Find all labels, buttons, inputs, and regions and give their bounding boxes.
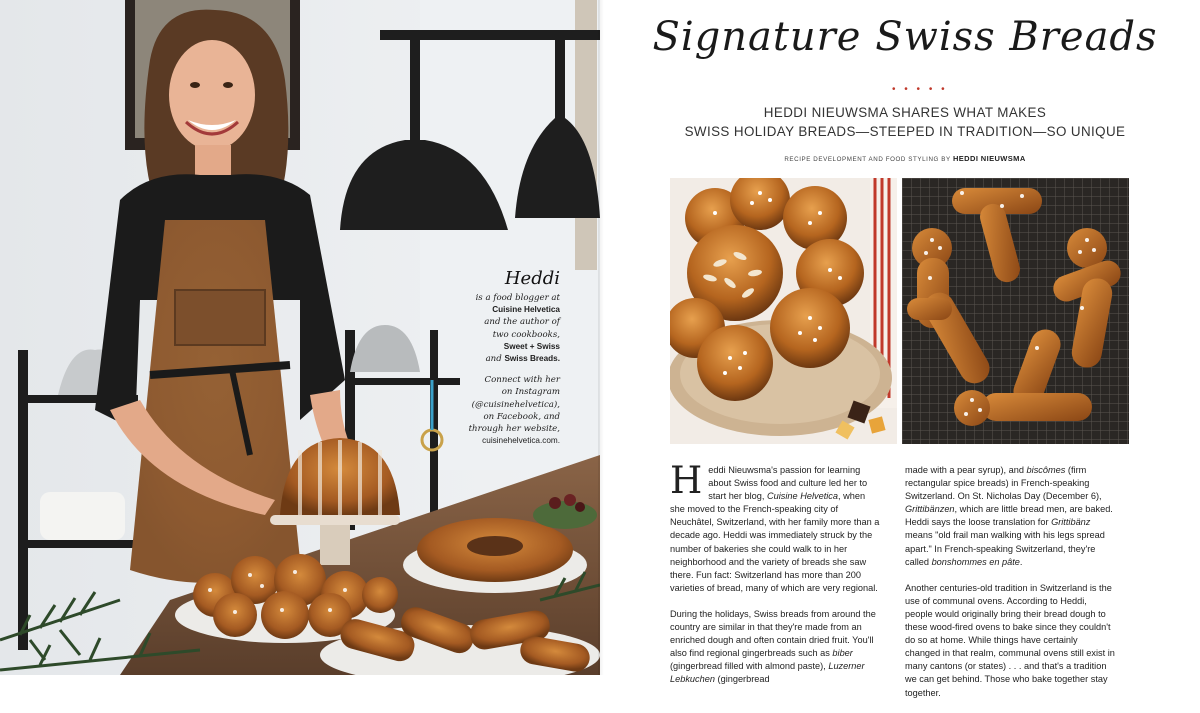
p3-grittibanzen: Grittibänzen: [905, 504, 955, 515]
p3-text-a: made with a pear syrup), and: [905, 465, 1027, 475]
subtitle-line1: HEDDI NIEUWSMA SHARES WHAT MAKES: [763, 105, 1047, 120]
bio-line4: and: [485, 354, 502, 365]
p1-text-a: eddi Nieuwsma's passion for learning about Swiss food and culture led her to start her blog,: [708, 465, 868, 502]
bio-line2: and the author of: [484, 317, 560, 328]
author-bio: [440, 268, 560, 447]
credit-prefix: RECIPE DEVELOPMENT AND FOOD STYLING BY: [784, 156, 951, 163]
p1-blog-name: Cuisine Helvetica: [767, 491, 838, 502]
subtitle-line2: SWISS HOLIDAY BREADS—STEEPED IN TRADITION—SO UNIQUE: [684, 124, 1126, 139]
article-paragraph-1: [670, 459, 880, 595]
bio-line1: is a food blogger at: [475, 293, 560, 303]
grittibanz-photo: [902, 178, 1129, 444]
bio-book2: Swiss Breads: [504, 354, 558, 364]
article-subtitle: [605, 103, 1200, 141]
p3-text-d: means "old frail man walking with his legs spread apart." In French-speaking Switzerland, they're called: [905, 530, 1105, 567]
bio-signature: Heddi: [504, 268, 560, 289]
article-page: [605, 0, 1200, 698]
bio-connect4: on Facebook, and: [483, 411, 560, 422]
article-column-2: [905, 464, 1115, 713]
article-title: Signature Swiss Breads: [652, 14, 1158, 60]
p3-text-c: , which are little bread men, are baked. Heddi says the loose translation for: [905, 504, 1113, 528]
p2-luzerner: Luzerner Lebkuchen: [670, 661, 865, 685]
p2-biber: biber: [832, 648, 853, 659]
article-column-1: [670, 459, 880, 700]
page-gutter: [598, 0, 604, 675]
credit-name: HEDDI NIEUWSMA: [952, 154, 1026, 163]
bio-connect2: on Instagram: [501, 387, 560, 398]
p3-biscomes: biscômes: [1026, 465, 1066, 475]
article-paragraph-4: Another centuries-old tradition in Switzerland is the use of communal ovens. According to Heddi, people would originally bring their bread dough to these wood-fired ovens to bake since they couldn't do so at home. While things have certainly changed in that realm, communal ovens still exist in many cantons (or states) . . . and that's a tradition we can get behind. Those who bake together stay together.: [905, 582, 1115, 698]
bio-connect3: (@cuisinehelvetica),: [471, 399, 560, 410]
bio-book1: Sweet + Swiss: [503, 341, 560, 351]
bio-connect5: through her website,: [468, 424, 560, 435]
grittibanz-illustration: [902, 178, 1129, 444]
article-paragraph-3: [905, 464, 1115, 569]
p2-text-b: (gingerbread filled with almond paste),: [670, 661, 829, 672]
bio-line3: two cookbooks,: [492, 329, 560, 340]
bio-connect1: Connect with her: [484, 375, 560, 386]
p2-text-a: During the holidays, Swiss breads from around the country are similar in that they're made from an enriched dough and often contain dried fruit. You'll also find regional gingerbreads such as: [670, 608, 876, 659]
p3-grittibanz: Grittibänz: [1051, 517, 1091, 528]
p3-text-b: (firm rectangular spice breads) in French-speaking Switzerland. On St. Nicholas Day (December 6),: [905, 465, 1102, 502]
p2-text-c: (gingerbread: [714, 674, 770, 685]
title-ornament: • • • • •: [892, 84, 948, 95]
bio-website-link[interactable]: cuisinehelvetica.com.: [482, 436, 560, 446]
bio-line4-end: .: [557, 354, 560, 364]
p3-bonshommes: bonshommes en pâte: [931, 556, 1020, 567]
p1-text-b: , when she moved to the French-speaking city of Neuchâtel, Switzerland, with her family more than a decade ago. Heddi was immediately struck by the number of bakeries she could walk to in her neighborhood and the variety of breads she saw there. Fun fact: Switzerland has more than 200 varieties of bread, many of which are very regional.: [670, 491, 880, 593]
p3-text-e: .: [1019, 556, 1023, 567]
bio-blog-name: Cuisine Helvetica: [492, 305, 560, 315]
article-credit: [605, 154, 1200, 163]
baker-photo: [0, 0, 600, 675]
drop-cap: H: [670, 459, 703, 502]
bread-wreath-illustration: [670, 178, 897, 444]
bread-wreath-photo: [670, 178, 897, 444]
